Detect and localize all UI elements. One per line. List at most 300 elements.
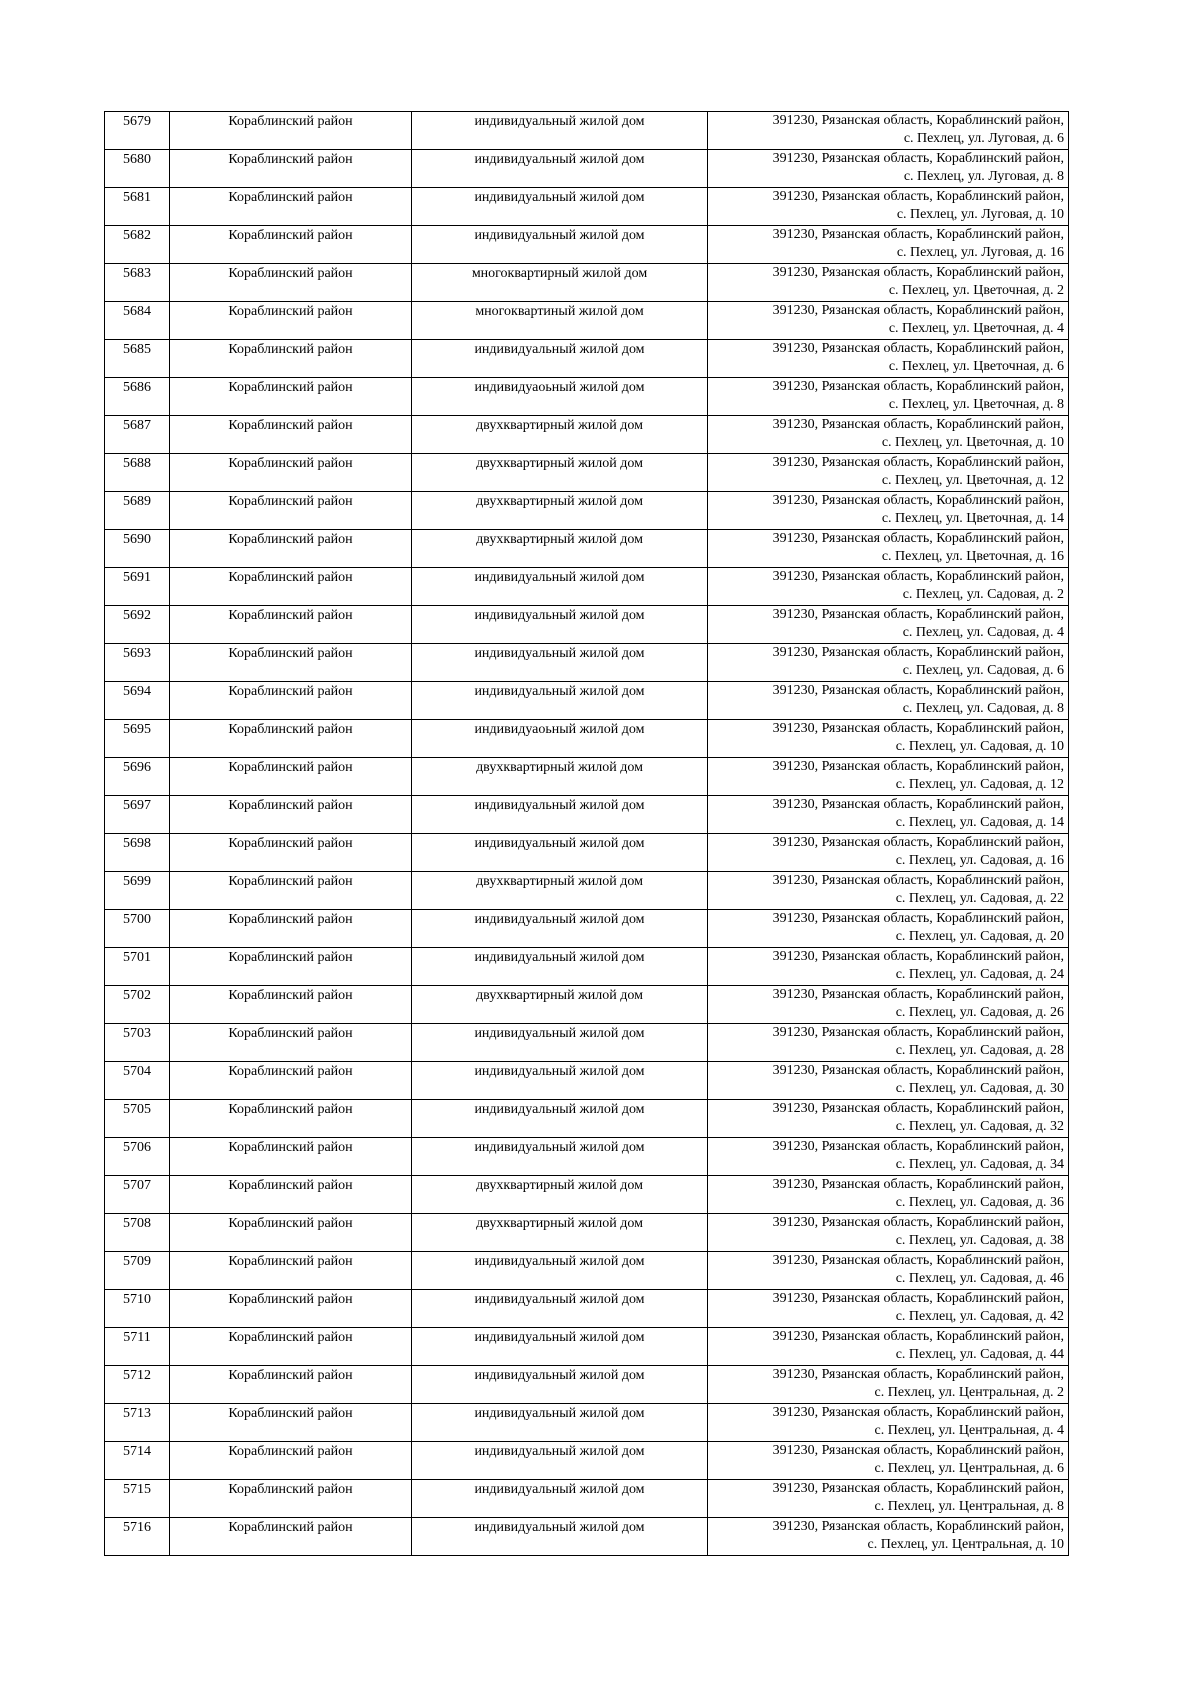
row-number-cell [105, 264, 170, 302]
district-cell [170, 606, 412, 644]
district-name: Кораблинский район [228, 1178, 353, 1193]
address-cell [708, 568, 1069, 606]
district-cell [170, 150, 412, 188]
table-row [105, 340, 1069, 378]
address-line-1: 391230, Рязанская область, Кораблинский район, [772, 721, 1064, 736]
address-line-2: с. Пехлец, ул. Цветочная, д. 2 [888, 283, 1064, 298]
district-name: Кораблинский район [228, 1064, 353, 1079]
row-number: 5714 [123, 1444, 151, 1459]
table-row [105, 378, 1069, 416]
row-number-cell [105, 1290, 170, 1328]
building-type-cell [412, 1176, 708, 1214]
row-number: 5687 [123, 418, 151, 433]
district-name: Кораблинский район [228, 1292, 353, 1307]
address-line-2: с. Пехлец, ул. Садовая, д. 8 [902, 701, 1064, 716]
building-type-cell [412, 1290, 708, 1328]
building-type: двухквартирный жилой дом [476, 456, 643, 471]
building-type-cell [412, 378, 708, 416]
address-line-2: с. Пехлец, ул. Садовая, д. 4 [902, 625, 1064, 640]
address-line-2: с. Пехлец, ул. Луговая, д. 6 [903, 131, 1064, 146]
row-number: 5702 [123, 988, 151, 1003]
district-name: Кораблинский район [228, 190, 353, 205]
address-line-1: 391230, Рязанская область, Кораблинский район, [772, 417, 1064, 432]
district-name: Кораблинский район [228, 798, 353, 813]
row-number-cell [105, 986, 170, 1024]
address-line-2: с. Пехлец, ул. Цветочная, д. 4 [888, 321, 1064, 336]
district-name: Кораблинский район [228, 266, 353, 281]
building-type-cell [412, 796, 708, 834]
building-type: индивидуальный жилой дом [474, 912, 645, 927]
address-line-1: 391230, Рязанская область, Кораблинский район, [772, 1215, 1064, 1230]
row-number: 5679 [123, 114, 151, 129]
district-name: Кораблинский район [228, 608, 353, 623]
building-type-cell [412, 1252, 708, 1290]
district-name: Кораблинский район [228, 1254, 353, 1269]
table-row [105, 796, 1069, 834]
district-name: Кораблинский район [228, 342, 353, 357]
row-number-cell [105, 1062, 170, 1100]
table-row [105, 1138, 1069, 1176]
address-cell [708, 1252, 1069, 1290]
row-number: 5712 [123, 1368, 151, 1383]
district-name: Кораблинский район [228, 950, 353, 965]
address-line-1: 391230, Рязанская область, Кораблинский район, [772, 151, 1064, 166]
building-type: индивидуальный жилой дом [474, 646, 645, 661]
row-number: 5706 [123, 1140, 151, 1155]
building-type: двухквартирный жилой дом [476, 532, 643, 547]
district-name: Кораблинский район [228, 1520, 353, 1535]
district-cell [170, 1100, 412, 1138]
address-line-2: с. Пехлец, ул. Садовая, д. 12 [895, 777, 1064, 792]
address-line-1: 391230, Рязанская область, Кораблинский район, [772, 531, 1064, 546]
address-cell [708, 188, 1069, 226]
district-name: Кораблинский район [228, 570, 353, 585]
address-line-1: 391230, Рязанская область, Кораблинский район, [772, 607, 1064, 622]
table-row [105, 758, 1069, 796]
address-line-2: с. Пехлец, ул. Цветочная, д. 8 [888, 397, 1064, 412]
building-type-cell [412, 530, 708, 568]
address-cell [708, 1290, 1069, 1328]
address-cell [708, 1366, 1069, 1404]
row-number-cell [105, 682, 170, 720]
address-cell [708, 720, 1069, 758]
table-row [105, 1062, 1069, 1100]
address-cell [708, 796, 1069, 834]
district-name: Кораблинский район [228, 1330, 353, 1345]
address-line-1: 391230, Рязанская область, Кораблинский район, [772, 1177, 1064, 1192]
address-cell [708, 1214, 1069, 1252]
building-type: двухквартирный жилой дом [476, 1216, 643, 1231]
building-type-cell [412, 302, 708, 340]
building-type: двухквартирный жилой дом [476, 1178, 643, 1193]
district-cell [170, 112, 412, 150]
address-cell [708, 910, 1069, 948]
district-name: Кораблинский район [228, 532, 353, 547]
building-type: индивидуаоьный жилой дом [474, 380, 645, 395]
address-line-1: 391230, Рязанская область, Кораблинский район, [772, 341, 1064, 356]
address-line-2: с. Пехлец, ул. Садовая, д. 34 [895, 1157, 1064, 1172]
address-line-1: 391230, Рязанская область, Кораблинский район, [772, 455, 1064, 470]
building-type-cell [412, 1404, 708, 1442]
address-line-2: с. Пехлец, ул. Садовая, д. 20 [895, 929, 1064, 944]
building-type: индивидуальный жилой дом [474, 1292, 645, 1307]
table-row [105, 1290, 1069, 1328]
row-number: 5691 [123, 570, 151, 585]
district-name: Кораблинский район [228, 1444, 353, 1459]
row-number: 5684 [123, 304, 151, 319]
district-name: Кораблинский район [228, 760, 353, 775]
building-type-cell [412, 986, 708, 1024]
district-cell [170, 1176, 412, 1214]
building-type-cell [412, 340, 708, 378]
address-cell [708, 758, 1069, 796]
district-name: Кораблинский район [228, 1140, 353, 1155]
district-cell [170, 1138, 412, 1176]
address-line-2: с. Пехлец, ул. Цветочная, д. 6 [888, 359, 1064, 374]
building-type: индивидуальный жилой дом [474, 1254, 645, 1269]
building-type-cell [412, 188, 708, 226]
district-name: Кораблинский район [228, 1216, 353, 1231]
building-type-cell [412, 834, 708, 872]
district-cell [170, 454, 412, 492]
row-number-cell [105, 720, 170, 758]
address-cell [708, 1062, 1069, 1100]
address-line-1: 391230, Рязанская область, Кораблинский район, [772, 189, 1064, 204]
row-number: 5680 [123, 152, 151, 167]
building-type-cell [412, 606, 708, 644]
row-number: 5690 [123, 532, 151, 547]
address-cell [708, 1442, 1069, 1480]
building-type-cell [412, 264, 708, 302]
building-type-cell [412, 1024, 708, 1062]
address-line-2: с. Пехлец, ул. Луговая, д. 16 [896, 245, 1064, 260]
building-type: индивидуальный жилой дом [474, 1140, 645, 1155]
building-type-cell [412, 682, 708, 720]
district-cell [170, 1366, 412, 1404]
address-line-1: 391230, Рязанская область, Кораблинский район, [772, 1405, 1064, 1420]
district-cell [170, 644, 412, 682]
row-number-cell [105, 568, 170, 606]
building-type: индивидуальный жилой дом [474, 836, 645, 851]
row-number: 5693 [123, 646, 151, 661]
building-type: индивидуальный жилой дом [474, 608, 645, 623]
address-cell [708, 644, 1069, 682]
address-line-1: 391230, Рязанская область, Кораблинский район, [772, 987, 1064, 1002]
building-type: двухквартирный жилой дом [476, 760, 643, 775]
table-row [105, 682, 1069, 720]
district-name: Кораблинский район [228, 304, 353, 319]
district-cell [170, 302, 412, 340]
district-cell [170, 758, 412, 796]
row-number-cell [105, 1100, 170, 1138]
row-number-cell [105, 150, 170, 188]
row-number: 5708 [123, 1216, 151, 1231]
building-type: индивидуальный жилой дом [474, 1406, 645, 1421]
address-line-1: 391230, Рязанская область, Кораблинский район, [772, 1063, 1064, 1078]
district-cell [170, 1252, 412, 1290]
district-cell [170, 1518, 412, 1556]
district-cell [170, 682, 412, 720]
building-type: двухквартирный жилой дом [476, 494, 643, 509]
row-number-cell [105, 530, 170, 568]
district-cell [170, 1290, 412, 1328]
row-number: 5703 [123, 1026, 151, 1041]
district-name: Кораблинский район [228, 646, 353, 661]
address-line-1: 391230, Рязанская область, Кораблинский район, [772, 493, 1064, 508]
address-cell [708, 302, 1069, 340]
table-row [105, 986, 1069, 1024]
registry-table-body [105, 112, 1069, 1556]
address-line-1: 391230, Рязанская область, Кораблинский район, [772, 1329, 1064, 1344]
building-type: индивидуальный жилой дом [474, 570, 645, 585]
address-line-2: с. Пехлец, ул. Луговая, д. 10 [896, 207, 1064, 222]
row-number-cell [105, 188, 170, 226]
building-type-cell [412, 872, 708, 910]
address-line-1: 391230, Рязанская область, Кораблинский район, [772, 1443, 1064, 1458]
row-number: 5683 [123, 266, 151, 281]
address-line-2: с. Пехлец, ул. Центральная, д. 10 [867, 1537, 1064, 1552]
building-type: двухквартирный жилой дом [476, 418, 643, 433]
row-number-cell [105, 606, 170, 644]
address-line-1: 391230, Рязанская область, Кораблинский район, [772, 1025, 1064, 1040]
address-cell [708, 682, 1069, 720]
address-line-2: с. Пехлец, ул. Луговая, д. 8 [903, 169, 1064, 184]
row-number-cell [105, 948, 170, 986]
row-number: 5688 [123, 456, 151, 471]
table-row [105, 1252, 1069, 1290]
address-line-1: 391230, Рязанская область, Кораблинский район, [772, 1101, 1064, 1116]
row-number-cell [105, 1404, 170, 1442]
building-type: индивидуальный жилой дом [474, 1444, 645, 1459]
row-number: 5716 [123, 1520, 151, 1535]
address-line-2: с. Пехлец, ул. Центральная, д. 4 [874, 1423, 1064, 1438]
address-line-2: с. Пехлец, ул. Садовая, д. 36 [895, 1195, 1064, 1210]
row-number-cell [105, 872, 170, 910]
address-line-2: с. Пехлец, ул. Садовая, д. 14 [895, 815, 1064, 830]
address-line-2: с. Пехлец, ул. Садовая, д. 30 [895, 1081, 1064, 1096]
district-name: Кораблинский район [228, 114, 353, 129]
building-type-cell [412, 454, 708, 492]
row-number: 5705 [123, 1102, 151, 1117]
building-type: многоквартирный жилой дом [471, 266, 648, 281]
row-number-cell [105, 1328, 170, 1366]
district-cell [170, 1404, 412, 1442]
address-cell [708, 1518, 1069, 1556]
address-cell [708, 150, 1069, 188]
district-cell [170, 1062, 412, 1100]
address-cell [708, 948, 1069, 986]
row-number-cell [105, 1442, 170, 1480]
table-row [105, 188, 1069, 226]
table-row [105, 302, 1069, 340]
address-line-1: 391230, Рязанская область, Кораблинский район, [772, 1139, 1064, 1154]
row-number-cell [105, 796, 170, 834]
address-cell [708, 492, 1069, 530]
address-cell [708, 606, 1069, 644]
building-type-cell [412, 1442, 708, 1480]
row-number-cell [105, 226, 170, 264]
address-cell [708, 1480, 1069, 1518]
row-number: 5699 [123, 874, 151, 889]
district-cell [170, 1214, 412, 1252]
building-type-cell [412, 720, 708, 758]
district-name: Кораблинский район [228, 836, 353, 851]
row-number-cell [105, 302, 170, 340]
address-cell [708, 1024, 1069, 1062]
district-name: Кораблинский район [228, 380, 353, 395]
district-name: Кораблинский район [228, 456, 353, 471]
district-cell [170, 796, 412, 834]
district-name: Кораблинский район [228, 152, 353, 167]
table-row [105, 530, 1069, 568]
building-type-cell [412, 112, 708, 150]
building-type: индивидуальный жилой дом [474, 950, 645, 965]
address-line-2: с. Пехлец, ул. Цветочная, д. 16 [881, 549, 1064, 564]
address-line-2: с. Пехлец, ул. Центральная, д. 8 [874, 1499, 1064, 1514]
building-type-cell [412, 1100, 708, 1138]
district-cell [170, 986, 412, 1024]
address-line-1: 391230, Рязанская область, Кораблинский район, [772, 1367, 1064, 1382]
district-cell [170, 188, 412, 226]
row-number-cell [105, 1024, 170, 1062]
building-type: индивидуальный жилой дом [474, 1330, 645, 1345]
table-row [105, 910, 1069, 948]
address-line-1: 391230, Рязанская область, Кораблинский район, [772, 303, 1064, 318]
building-type: индивидуальный жилой дом [474, 190, 645, 205]
row-number: 5686 [123, 380, 151, 395]
row-number-cell [105, 758, 170, 796]
table-row [105, 150, 1069, 188]
district-cell [170, 720, 412, 758]
table-row [105, 1214, 1069, 1252]
address-cell [708, 416, 1069, 454]
address-line-2: с. Пехлец, ул. Садовая, д. 26 [895, 1005, 1064, 1020]
address-cell [708, 264, 1069, 302]
building-type-cell [412, 1480, 708, 1518]
building-type: индивидуальный жилой дом [474, 1064, 645, 1079]
row-number: 5711 [123, 1330, 151, 1345]
building-type: индивидуальный жилой дом [474, 1026, 645, 1041]
address-cell [708, 986, 1069, 1024]
row-number-cell [105, 1366, 170, 1404]
table-row [105, 226, 1069, 264]
building-type-cell [412, 948, 708, 986]
district-name: Кораблинский район [228, 1368, 353, 1383]
table-row [105, 1442, 1069, 1480]
address-cell [708, 340, 1069, 378]
table-row [105, 606, 1069, 644]
table-row [105, 644, 1069, 682]
building-type: индивидуальный жилой дом [474, 152, 645, 167]
table-row [105, 1328, 1069, 1366]
address-line-1: 391230, Рязанская область, Кораблинский район, [772, 113, 1064, 128]
district-name: Кораблинский район [228, 418, 353, 433]
district-cell [170, 340, 412, 378]
building-type: индивидуальный жилой дом [474, 228, 645, 243]
district-cell [170, 1480, 412, 1518]
district-cell [170, 416, 412, 454]
address-line-1: 391230, Рязанская область, Кораблинский район, [772, 759, 1064, 774]
building-type-cell [412, 644, 708, 682]
table-row [105, 454, 1069, 492]
building-type: индивидуаоьный жилой дом [474, 722, 645, 737]
row-number: 5715 [123, 1482, 151, 1497]
row-number-cell [105, 1176, 170, 1214]
address-cell [708, 1176, 1069, 1214]
address-line-2: с. Пехлец, ул. Цветочная, д. 10 [881, 435, 1064, 450]
table-row [105, 948, 1069, 986]
building-type-cell [412, 1518, 708, 1556]
district-cell [170, 910, 412, 948]
row-number: 5700 [123, 912, 151, 927]
district-cell [170, 1024, 412, 1062]
row-number: 5689 [123, 494, 151, 509]
building-type-cell [412, 150, 708, 188]
row-number-cell [105, 1518, 170, 1556]
row-number-cell [105, 112, 170, 150]
address-line-1: 391230, Рязанская область, Кораблинский район, [772, 379, 1064, 394]
address-line-1: 391230, Рязанская область, Кораблинский район, [772, 265, 1064, 280]
district-name: Кораблинский район [228, 722, 353, 737]
row-number-cell [105, 1214, 170, 1252]
address-line-2: с. Пехлец, ул. Цветочная, д. 14 [881, 511, 1064, 526]
address-line-1: 391230, Рязанская область, Кораблинский район, [772, 873, 1064, 888]
building-type-cell [412, 1214, 708, 1252]
building-type: индивидуальный жилой дом [474, 1482, 645, 1497]
address-cell [708, 1100, 1069, 1138]
district-cell [170, 834, 412, 872]
row-number: 5710 [123, 1292, 151, 1307]
row-number-cell [105, 1252, 170, 1290]
row-number: 5707 [123, 1178, 151, 1193]
building-type: индивидуальный жилой дом [474, 1520, 645, 1535]
address-line-1: 391230, Рязанская область, Кораблинский район, [772, 227, 1064, 242]
table-row [105, 1366, 1069, 1404]
district-cell [170, 378, 412, 416]
district-cell [170, 872, 412, 910]
district-name: Кораблинский район [228, 228, 353, 243]
district-name: Кораблинский район [228, 988, 353, 1003]
row-number: 5694 [123, 684, 151, 699]
address-line-1: 391230, Рязанская область, Кораблинский район, [772, 645, 1064, 660]
address-line-2: с. Пехлец, ул. Садовая, д. 22 [895, 891, 1064, 906]
building-type-cell [412, 226, 708, 264]
address-line-2: с. Пехлец, ул. Садовая, д. 16 [895, 853, 1064, 868]
district-name: Кораблинский район [228, 912, 353, 927]
address-line-2: с. Пехлец, ул. Центральная, д. 2 [874, 1385, 1064, 1400]
address-line-2: с. Пехлец, ул. Садовая, д. 42 [895, 1309, 1064, 1324]
row-number-cell [105, 378, 170, 416]
address-line-2: с. Пехлец, ул. Цветочная, д. 12 [881, 473, 1064, 488]
district-cell [170, 530, 412, 568]
address-cell [708, 872, 1069, 910]
address-cell [708, 1138, 1069, 1176]
row-number-cell [105, 454, 170, 492]
district-name: Кораблинский район [228, 684, 353, 699]
building-type-cell [412, 568, 708, 606]
row-number: 5681 [123, 190, 151, 205]
building-type-cell [412, 758, 708, 796]
building-type: индивидуальный жилой дом [474, 798, 645, 813]
address-line-2: с. Пехлец, ул. Садовая, д. 2 [902, 587, 1064, 602]
address-line-2: с. Пехлец, ул. Садовая, д. 38 [895, 1233, 1064, 1248]
table-row [105, 872, 1069, 910]
address-line-2: с. Пехлец, ул. Садовая, д. 32 [895, 1119, 1064, 1134]
table-row [105, 1404, 1069, 1442]
address-line-1: 391230, Рязанская область, Кораблинский район, [772, 835, 1064, 850]
row-number: 5698 [123, 836, 151, 851]
row-number: 5701 [123, 950, 151, 965]
